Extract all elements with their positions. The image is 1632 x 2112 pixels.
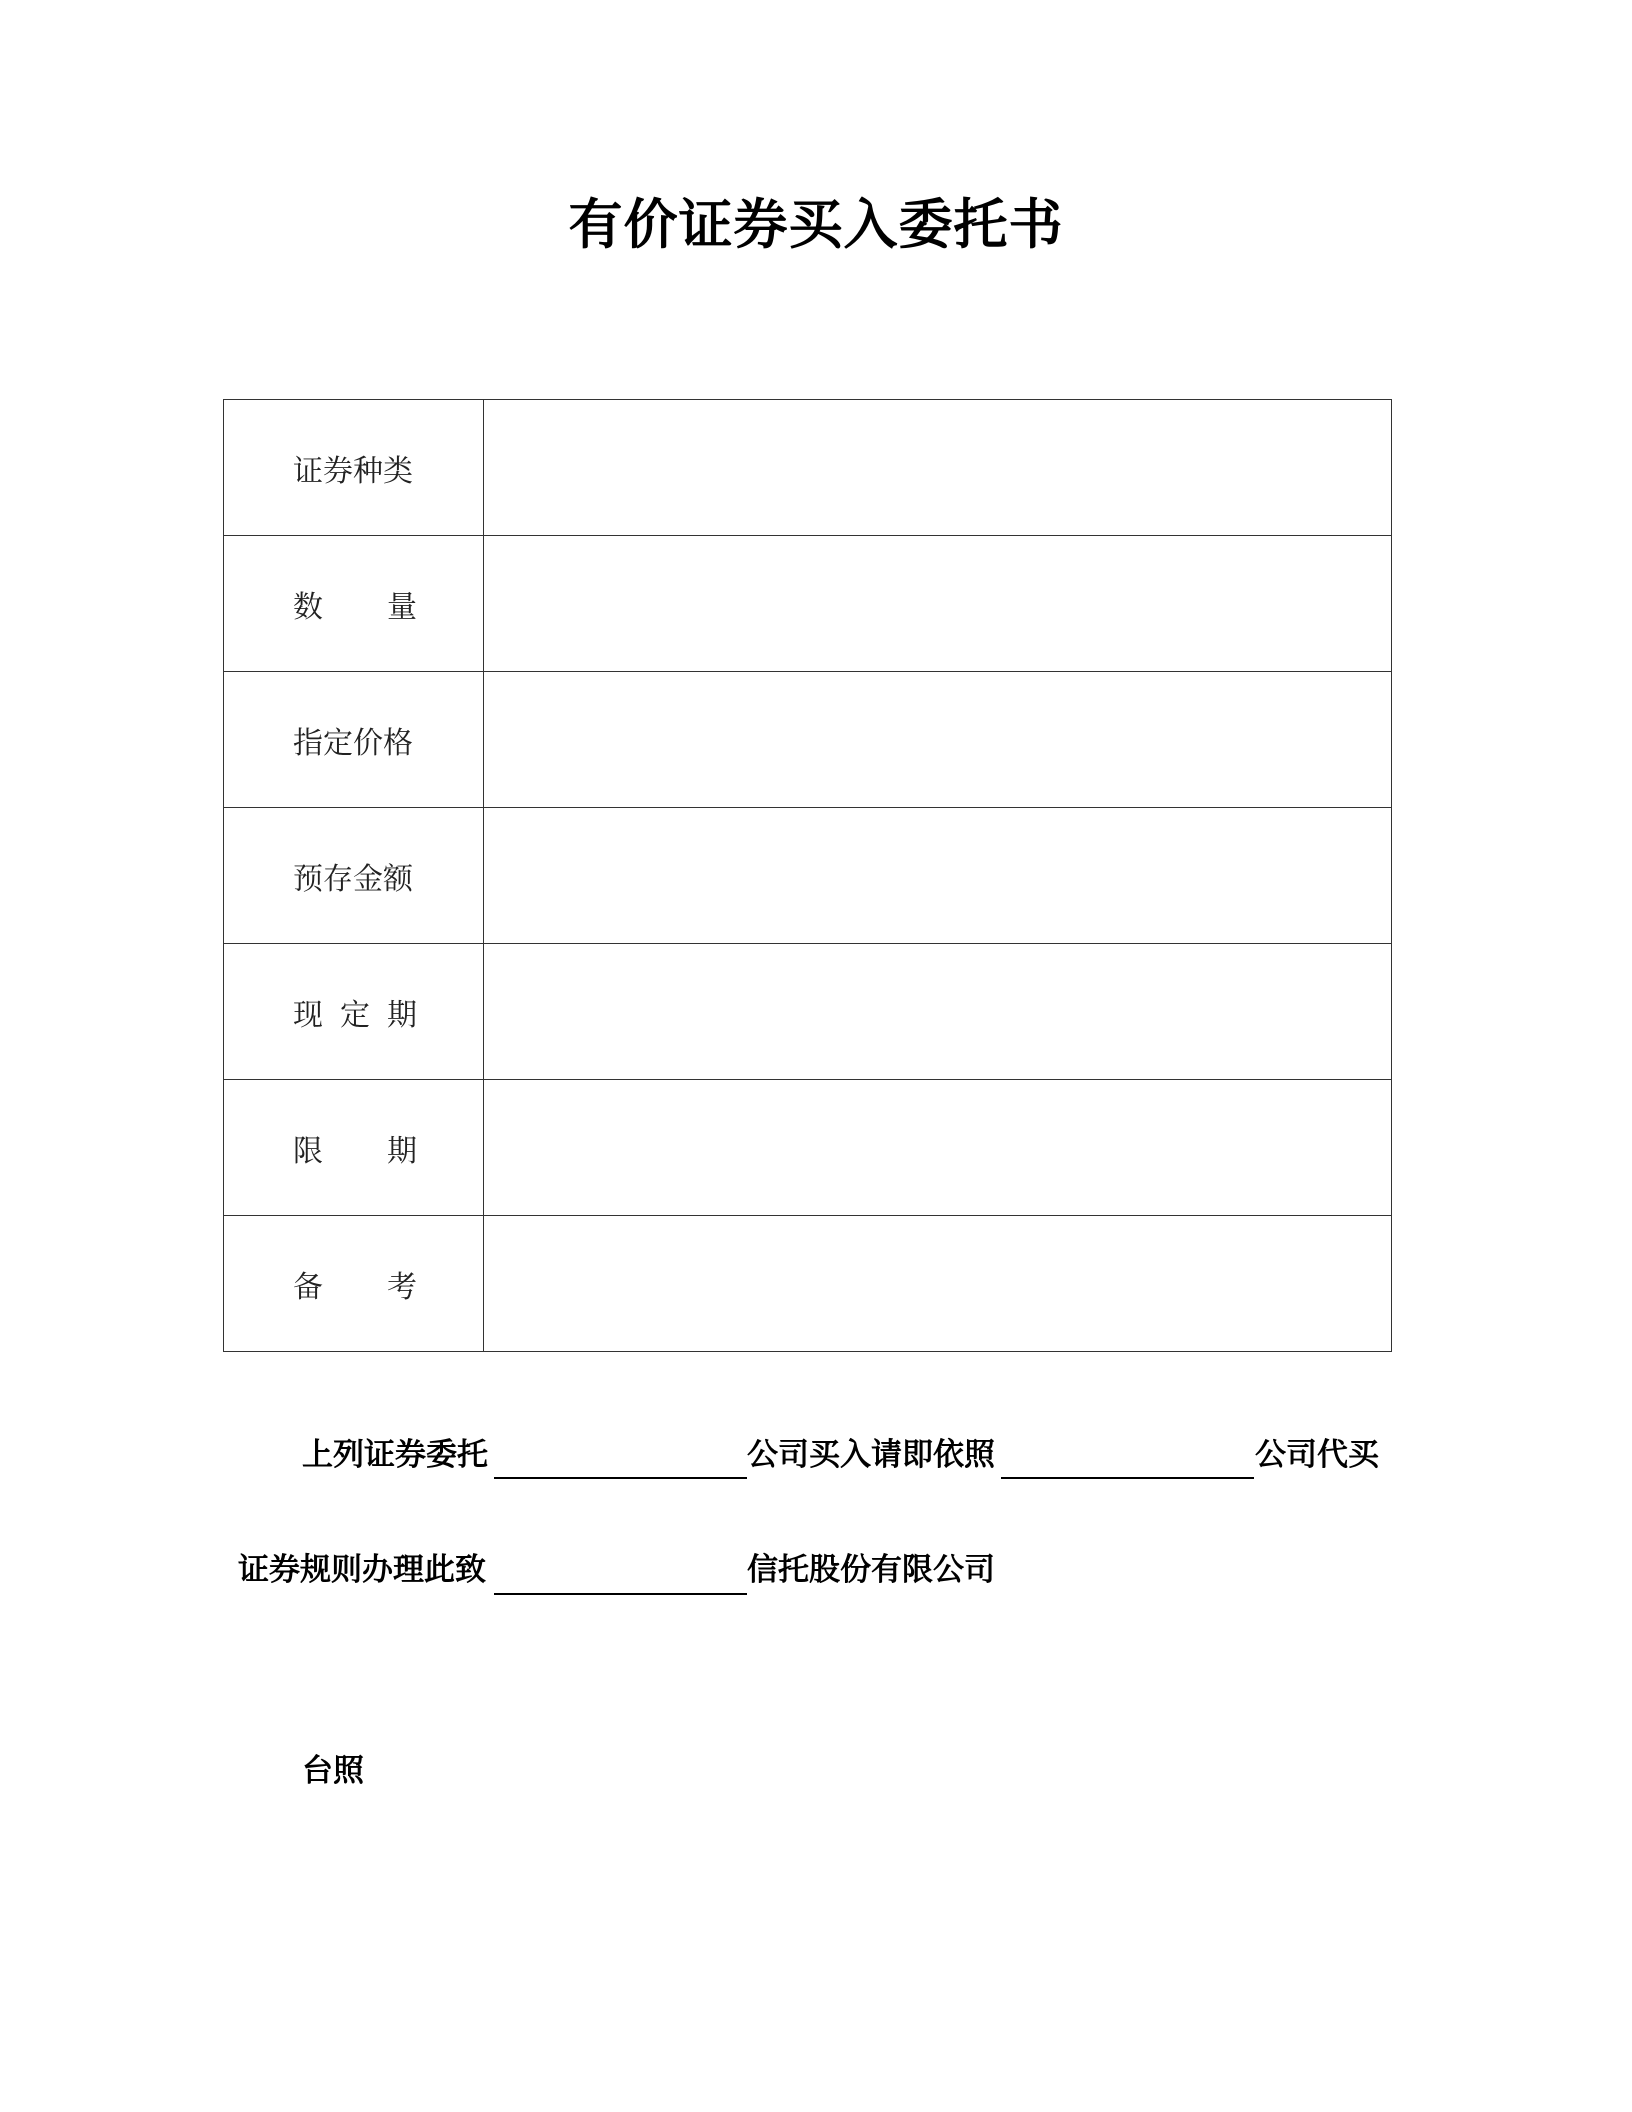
closing-text: 台照 <box>302 1753 364 1789</box>
label-char: 考 <box>387 1269 417 1305</box>
label-cell-security-type <box>224 400 484 536</box>
label-char: 备 <box>293 1269 323 1305</box>
label-deposit-amount <box>293 854 417 898</box>
value-cell-specified-price[interactable] <box>484 672 1392 808</box>
label-text: 指定价格 <box>293 725 413 761</box>
value-cell-current-term[interactable] <box>484 944 1392 1080</box>
table-row <box>224 536 1392 672</box>
value-cell-time-limit[interactable] <box>484 1080 1392 1216</box>
label-cell-specified-price <box>224 672 484 808</box>
blank-line-entrusted-company[interactable] <box>494 1477 747 1479</box>
label-char: 限 <box>293 1133 323 1169</box>
value-cell-deposit-amount[interactable] <box>484 808 1392 944</box>
label-cell-time-limit <box>224 1080 484 1216</box>
label-cell-current-term <box>224 944 484 1080</box>
label-current-term <box>293 990 417 1034</box>
body-text-line1-part1: 上列证券委托 <box>302 1437 488 1473</box>
label-char: 定 <box>340 997 370 1033</box>
document-title: 有价证券买入委托书 <box>568 193 1064 256</box>
label-quantity <box>293 582 417 626</box>
table-row <box>224 944 1392 1080</box>
label-char: 数 <box>293 589 323 625</box>
value-cell-quantity[interactable] <box>484 536 1392 672</box>
label-cell-remarks <box>224 1216 484 1352</box>
table-row <box>224 672 1392 808</box>
table-row <box>224 400 1392 536</box>
label-security-type <box>293 446 417 490</box>
label-cell-quantity <box>224 536 484 672</box>
label-char: 期 <box>387 1133 417 1169</box>
value-cell-remarks[interactable] <box>484 1216 1392 1352</box>
label-char: 现 <box>293 997 323 1033</box>
table-row <box>224 808 1392 944</box>
label-text: 证券种类 <box>293 453 413 489</box>
body-text-line2-part2: 信托股份有限公司 <box>747 1552 995 1588</box>
blank-line-trust-company[interactable] <box>494 1593 747 1595</box>
label-remarks <box>293 1262 417 1306</box>
body-text-line1-part3: 公司代买 <box>1255 1437 1379 1473</box>
label-text: 预存金额 <box>293 861 413 897</box>
label-time-limit <box>293 1126 417 1170</box>
label-char: 期 <box>387 997 417 1033</box>
label-char: 量 <box>387 589 417 625</box>
label-specified-price <box>293 718 417 762</box>
entrustment-form-table <box>223 399 1392 1352</box>
body-text-line1-part2: 公司买入请即依照 <box>747 1437 995 1473</box>
value-cell-security-type[interactable] <box>484 400 1392 536</box>
label-cell-deposit-amount <box>224 808 484 944</box>
blank-line-rules-company[interactable] <box>1001 1477 1254 1479</box>
body-text-line2-part1: 证券规则办理此致 <box>238 1552 486 1588</box>
table-row <box>224 1080 1392 1216</box>
table-row <box>224 1216 1392 1352</box>
